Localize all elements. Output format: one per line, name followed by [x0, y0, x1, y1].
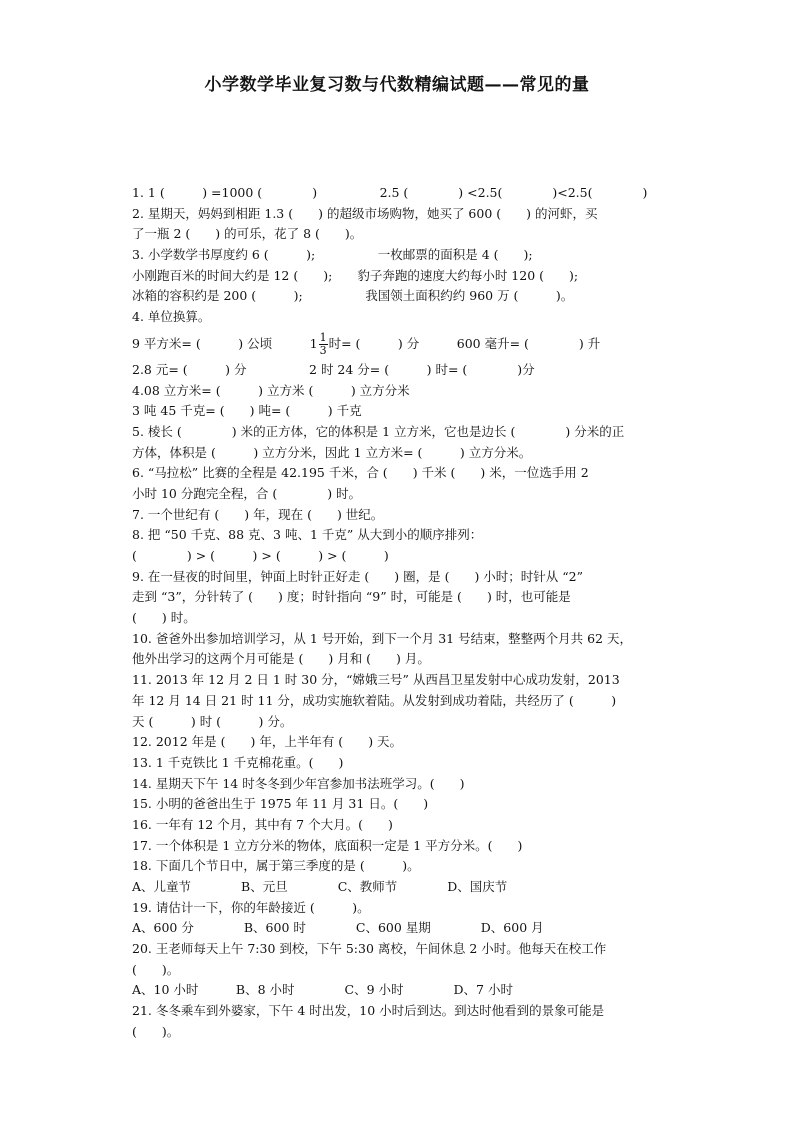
question-line: 2. 星期天，妈妈到相距 1.3 ( ) 的超级市场购物，她买了 600 ( ) 的河虾，买: [132, 205, 598, 221]
question-line: 年 12 月 14 日 21 时 11 分，成功实施软着陆。从发射到成功着陆，共经历了 ( ): [132, 692, 617, 708]
question-line: 16. 一年有 12 个月，其中有 7 个大月。( ): [132, 816, 393, 832]
fraction-numerator: 1: [319, 330, 327, 344]
question-line: ( ) > ( ) > ( ) > ( ): [132, 548, 389, 563]
fraction: [319, 332, 328, 357]
question-line: 15. 小明的爸爸出生于 1975 年 11 月 31 日。( ): [132, 796, 429, 812]
question-line: A、儿童节 B、元旦 C、教师节 D、国庆节: [132, 879, 508, 894]
question-line: 4.08 立方米= ( ) 立方米 ( ) 立方分米: [132, 382, 410, 398]
question-line: 方体，体积是 ( ) 立方分米，因此 1 立方米= ( ) 立方分米。: [132, 444, 532, 460]
question-line: A、600 分 B、600 时 C、600 星期 D、600 月: [132, 920, 544, 936]
conversion-text: 时= ( ) 分 600 毫升= ( ) 升: [328, 335, 601, 351]
question-line: 17. 一个体积是 1 立方分米的物体，底面积一定是 1 平方分米。( ): [132, 837, 523, 853]
question-line: 7. 一个世纪有 ( ) 年，现在 ( ) 世纪。: [132, 506, 384, 522]
question-line: 5. 棱长 ( ) 米的正方体，它的体积是 1 立方米，它也是边长 ( ) 分米的正: [132, 423, 625, 439]
question-line: ( )。: [132, 1023, 180, 1039]
question-line: 8. 把 “50 千克、88 克、3 吨、1 千克” 从大到小的顺序排列：: [132, 527, 483, 543]
document-title: 小学数学毕业复习数与代数精编试题——常见的量: [204, 75, 590, 95]
question-line: 小时 10 分跑完全程，合 ( ) 时。: [132, 485, 362, 501]
question-line: 他外出学习的这两个月可能是 ( ) 月和 ( ) 月。: [132, 651, 430, 667]
question-line: 13. 1 千克铁比 1 千克棉花重。( ): [132, 754, 344, 770]
question-line: ( )。: [132, 961, 180, 977]
question-line: 20. 王老师每天上午 7:30 到校，下午 5:30 离校，午间休息 2 小时。他每天在校工作: [132, 941, 607, 957]
question-line: 天 ( ) 时 ( ) 分。: [132, 713, 293, 729]
question-line: 小刚跑百米的时间大约是 12 ( ); 豹子奔跑的速度大约每小时 120 ( );: [132, 267, 579, 283]
question-line: 2.8 元= ( ) 分 2 时 24 分= ( ) 时= ( )分: [132, 361, 535, 377]
question-body: [132, 183, 672, 1043]
question-line: 19. 请估计一下，你的年龄接近 ( )。: [132, 899, 370, 915]
question-line: 3 吨 45 千克= ( ) 吨= ( ) 千克: [132, 403, 362, 419]
question-line: 冰箱的容积约是 200 ( ); 我国领土面积约约 960 万 ( )。: [132, 288, 574, 304]
question-line: 6. “马拉松” 比赛的全程是 42.195 千米，合 ( ) 千米 ( ) 米，一位选手用 2: [132, 465, 589, 481]
question-line: 了一瓶 2 ( ) 的可乐，花了 8 ( )。: [132, 226, 363, 242]
question-line: 9. 在一昼夜的时间里，钟面上时针正好走 ( ) 圈，是 ( ) 小时；时针从 “2”: [132, 568, 584, 584]
question-line: ( ) 时。: [132, 610, 196, 626]
question-line: 18. 下面几个节日中，属于第三季度的是 ( )。: [132, 858, 420, 874]
question-line: 21. 冬冬乘车到外婆家，下午 4 时出发，10 小时后到达。到达时他看到的景象可能是: [132, 1003, 605, 1019]
question-line: 14. 星期天下午 14 时冬冬到少年宫参加书法班学习。( ): [132, 775, 465, 791]
question-line: 3. 小学数学书厚度约 6 ( ); 一枚邮票的面积是 4 ( );: [132, 247, 533, 263]
question-line: 4. 单位换算。: [132, 309, 211, 325]
question-line: 12. 2012 年是 ( ) 年，上半年有 ( ) 天。: [132, 734, 403, 750]
question-line: 11. 2013 年 12 月 2 日 1 时 30 分，“嫦娥三号” 从西昌卫星发射中心成功发射，2013: [132, 672, 620, 688]
fraction-denominator: 3: [319, 343, 327, 357]
mixed-number-whole: 1: [309, 335, 318, 351]
question-line: 10. 爸爸外出参加培训学习，从 1 号开始，到下一个月 31 号结束，整整两个月共 62 天，: [132, 630, 632, 646]
question-line: 1. 1 ( ) =1000 ( ) 2.5 ( ) <2.5( )<2.5( ): [132, 185, 648, 200]
unit-conversion-line: [132, 328, 672, 360]
question-line: 走到 “3”，分针转了 ( ) 度；时针指向 “9” 时，可能是 ( ) 时，也可能是: [132, 589, 571, 605]
question-line: A、10 小时 B、8 小时 C、9 小时 D、7 小时: [132, 982, 513, 998]
conversion-text: 9 平方米= ( ) 公顷: [132, 335, 310, 351]
